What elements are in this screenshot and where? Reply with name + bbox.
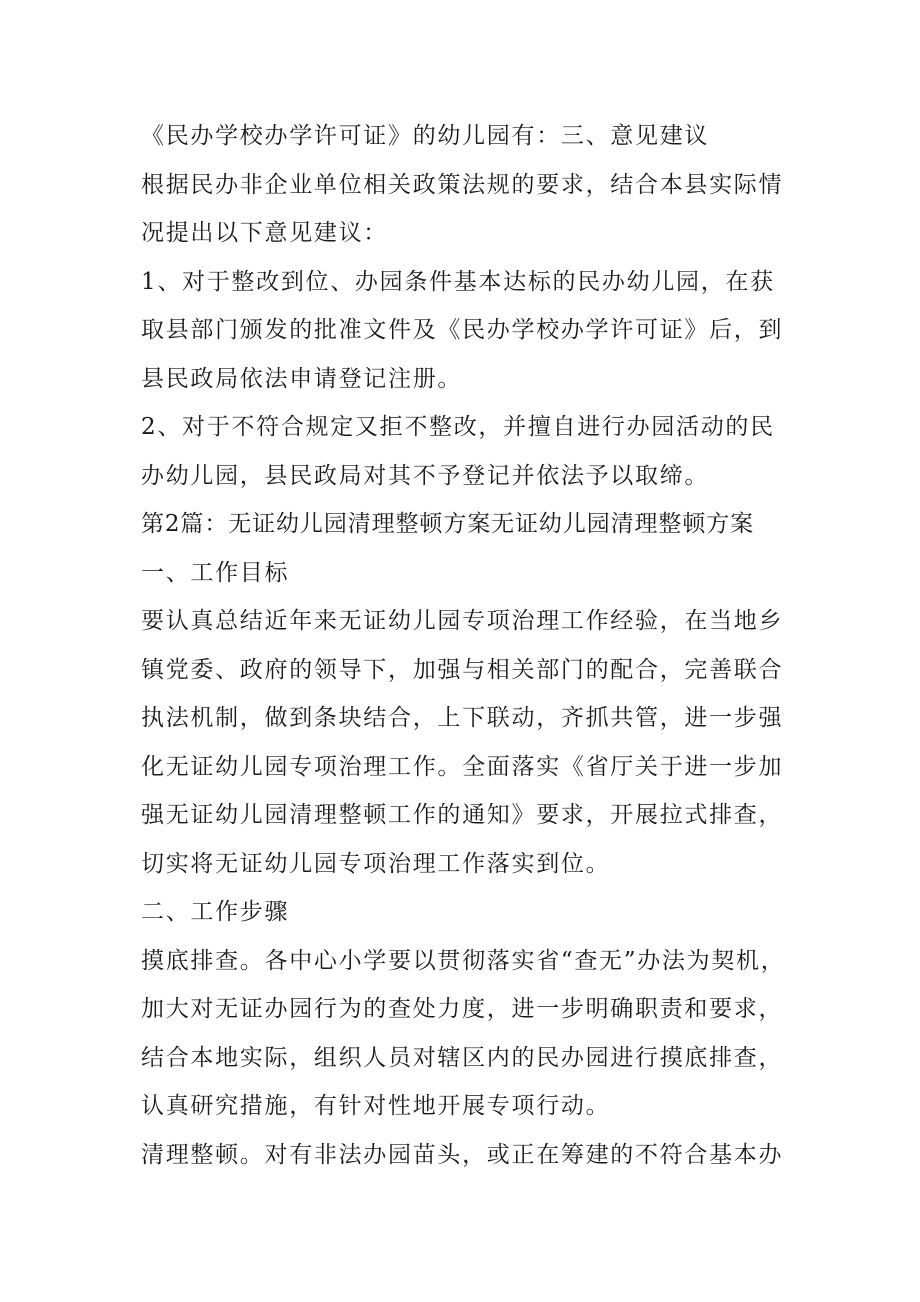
- text-line: 执法机制，做到条块结合，上下联动，齐抓共管，进一步强: [141, 705, 784, 731]
- text-line: 化无证幼儿园专项治理工作。全面落实《省厅关于进一步加: [141, 753, 784, 780]
- text-line: 况提出以下意见建议：: [141, 220, 388, 246]
- text-line: 切实将无证幼儿园专项治理工作落实到位。: [141, 850, 611, 877]
- text-line: 结合本地实际，组织人员对辖区内的民办园进行摸底排查，: [141, 1044, 784, 1071]
- text-line: 加大对无证办园行为的查处力度，进一步明确职责和要求，: [141, 996, 784, 1022]
- text-line: 强无证幼儿园清理整顿工作的通知》要求，开展拉式排查，: [141, 802, 784, 828]
- text-line: 清理整顿。对有非法办园苗头，或正在筹建的不符合基本办: [141, 1141, 784, 1168]
- text-line: 认真研究措施，有针对性地开展专项行动。: [141, 1093, 611, 1119]
- text-line: 1、对于整改到位、办园条件基本达标的民办幼儿园，在获: [141, 268, 775, 295]
- text-line: 根据民办非企业单位相关政策法规的要求，结合本县实际情: [141, 171, 784, 198]
- text-line: 取县部门颁发的批准文件及《民办学校办学许可证》后，到: [141, 317, 784, 343]
- text-line: 县民政局依法申请登记注册。: [141, 365, 463, 392]
- document-body: [141, 112, 791, 1179]
- text-line: 要认真总结近年来无证幼儿园专项治理工作经验，在当地乡: [141, 608, 784, 634]
- section-heading: 第2篇：无证幼儿园清理整顿方案无证幼儿园清理整顿方案: [141, 511, 755, 537]
- text-line: 《民办学校办学许可证》的幼儿园有：三、意见建议: [141, 123, 710, 149]
- text-line: 2、对于不符合规定又拒不整改，并擅自进行办园活动的民: [141, 414, 775, 440]
- text-line: 镇党委、政府的领导下，加强与相关部门的配合，完善联合: [141, 656, 784, 683]
- section-heading: 二、工作步骤: [141, 899, 290, 925]
- text-line: 办幼儿园，县民政局对其不予登记并依法予以取缔。: [141, 462, 710, 489]
- text-line: 摸底排查。各中心小学要以贯彻落实省“查无”办法为契机，: [141, 947, 786, 974]
- section-heading: 一、工作目标: [141, 559, 290, 586]
